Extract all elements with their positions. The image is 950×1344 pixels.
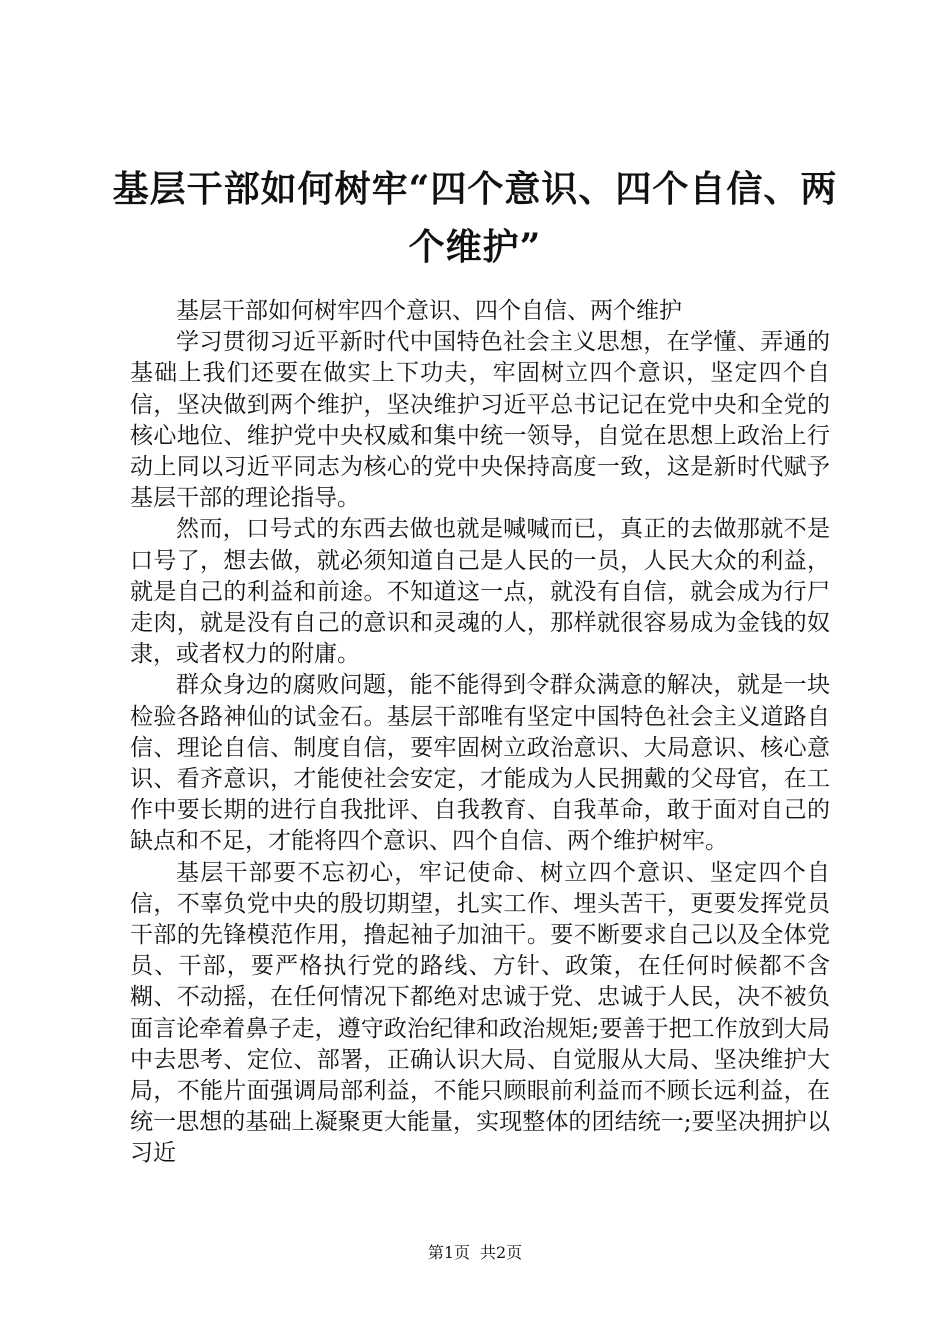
page-total: 共2页 <box>480 1243 523 1262</box>
paragraph: 基层干部要不忘初心，牢记使命、树立四个意识、坚定四个自信，不辜负党中央的殷切期望，扎实工作、埋头苦干，更要发挥党员干部的先锋模范作用，撸起袖子加油干。要不断要求自己以及全体党员、干部，要严格执行党的路线、方针、政策，在任何时候都不含糊、不动摇，在任何情况下都绝对忠诚于党、忠诚于人民，决不被负面言论牵着鼻子走，遵守政治纪律和政治规矩;要善于把工作放到大局中去思考、定位、部署，正确认识大局、自觉服从大局、坚决维护大局，不能片面强调局部利益，不能只顾眼前利益而不顾长远利益，在统一思想的基础上凝聚更大能量，实现整体的团结统一;要坚决拥护以习近 <box>130 859 830 1167</box>
paragraph: 群众身边的腐败问题，能不能得到令群众满意的解决，就是一块检验各路神仙的试金石。基层干部唯有坚定中国特色社会主义道路自信、理论自信、制度自信，要牢固树立政治意识、大局意识、核心意识、看齐意识，才能使社会安定，才能成为人民拥戴的父母官，在工作中要长期的进行自我批评、自我教育、自我革命，敢于面对自己的缺点和不足，才能将四个意识、四个自信、两个维护树牢。 <box>130 672 830 855</box>
paragraph: 学习贯彻习近平新时代中国特色社会主义思想，在学懂、弄通的基础上我们还要在做实上下功夫，牢固树立四个意识，坚定四个自信，坚决做到两个维护，坚决维护习近平总书记记在党中央和全党的核心地位、维护党中央权威和集中统一领导，自觉在思想上政治上行动上同以习近平同志为核心的党中央保持高度一致，这是新时代赋予基层干部的理论指导。 <box>130 329 830 512</box>
paragraph: 然而，口号式的东西去做也就是喊喊而已，真正的去做那就不是口号了，想去做，就必须知道自己是人民的一员，人民大众的利益，就是自己的利益和前途。不知道这一点，就没有自信，就会成为行尸走肉，就是没有自己的意识和灵魂的人，那样就很容易成为金钱的奴隶，或者权力的附庸。 <box>130 516 830 668</box>
page-number: 第1页 <box>427 1243 470 1262</box>
paragraph-subtitle: 基层干部如何树牢四个意识、四个自信、两个维护 <box>176 298 682 324</box>
page-footer <box>0 1242 950 1264</box>
document-title: 基层干部如何树牢“四个意识、四个自信、两个维护” <box>112 168 838 268</box>
document-body <box>130 296 830 1170</box>
